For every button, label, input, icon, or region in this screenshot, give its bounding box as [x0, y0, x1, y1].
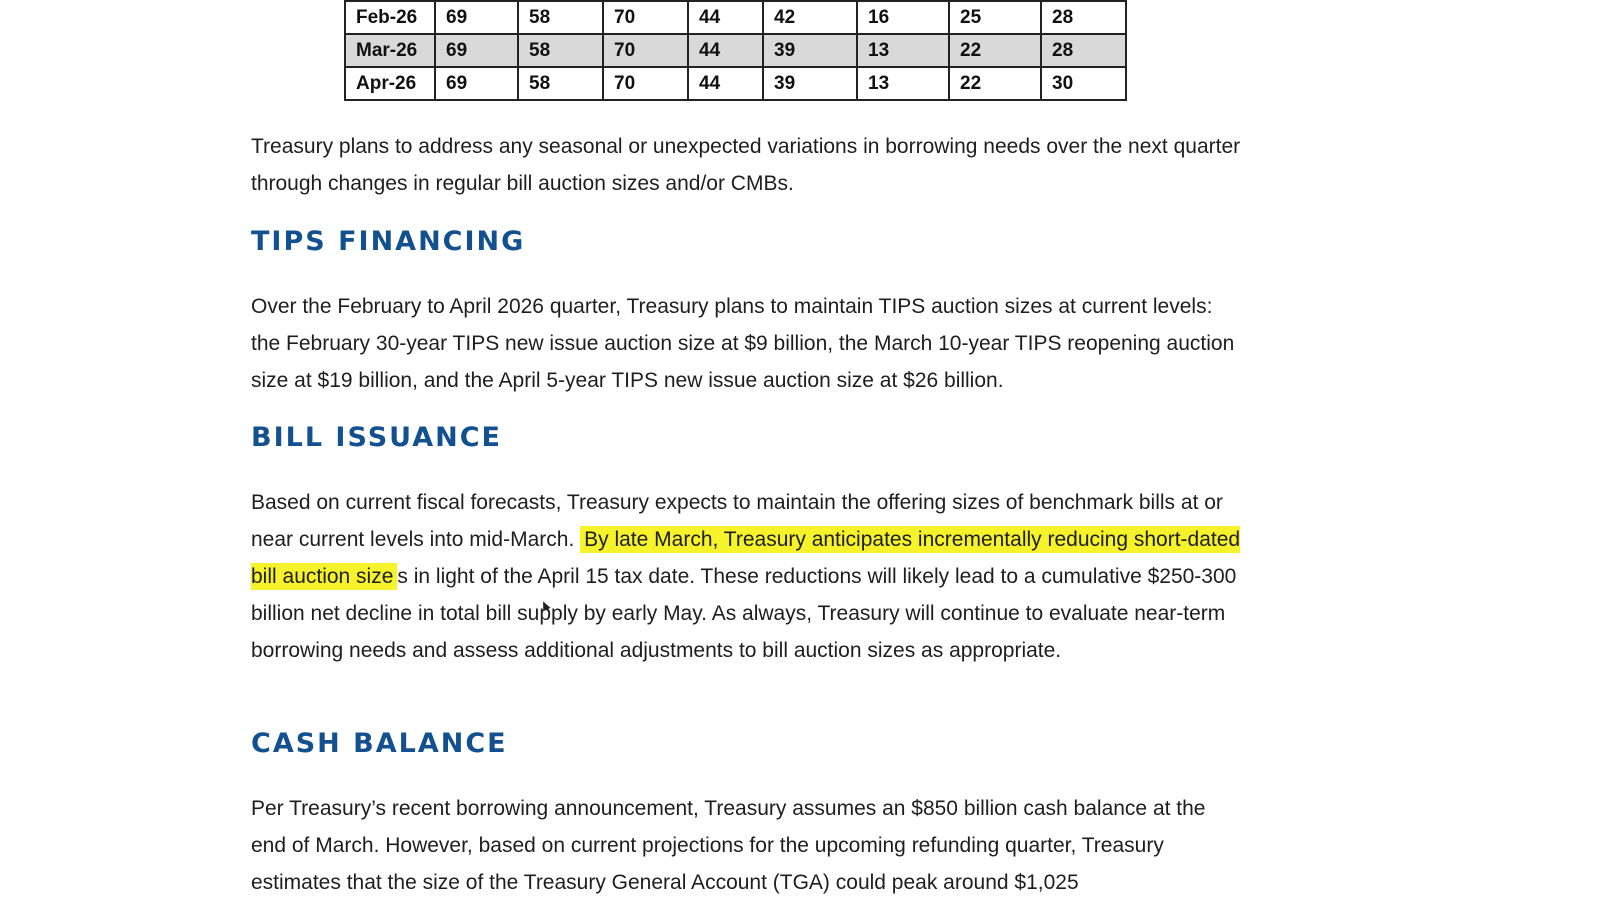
table-cell: 30 — [1041, 67, 1126, 100]
table-cell: 42 — [763, 1, 857, 34]
table-cell: 16 — [857, 1, 949, 34]
table-cell: 39 — [763, 34, 857, 67]
tips-paragraph: Over the February to April 2026 quarter, Treasury plans to maintain TIPS auction sizes at current levels: the February 30-year TIPS new issue auction size at $9 billion, the March 10-year TIPS reopening auction size at $19 billion, and the April 5-year TIPS new issue auction size at $26 billion. — [251, 295, 1235, 392]
table-row — [345, 1, 1126, 34]
table-cell: 25 — [949, 1, 1041, 34]
table-cell: 69 — [435, 34, 518, 67]
table-cell: 58 — [518, 1, 603, 34]
table-cell: 28 — [1041, 34, 1126, 67]
bill-text-before: Based on current fiscal forecasts, Treasury expects to maintain the offering sizes of benchmark bills at or near current levels into mid-March. — [251, 491, 1223, 551]
table-row — [345, 67, 1126, 100]
intro-paragraph: Treasury plans to address any seasonal or unexpected variations in borrowing needs over the next quarter through changes in regular bill auction sizes and/or CMBs. — [251, 135, 1241, 195]
auction-size-table — [344, 0, 1127, 101]
table-row-month: Mar-26 — [345, 34, 435, 67]
table-row — [345, 34, 1126, 67]
table-row-month: Feb-26 — [345, 1, 435, 34]
table-cell: 70 — [603, 34, 688, 67]
table-cell: 69 — [435, 1, 518, 34]
table-cell: 70 — [603, 67, 688, 100]
table-body — [345, 1, 1126, 100]
bill-heading: BILL ISSUANCE — [251, 422, 503, 453]
bill-text-highlight: By late March, Treasury anticipates incrementally reducing short-dated bill auction size — [251, 528, 1241, 588]
table-cell: 44 — [688, 34, 763, 67]
table-cell: 58 — [518, 34, 603, 67]
table-cell: 28 — [1041, 1, 1126, 34]
table-cell: 22 — [949, 34, 1041, 67]
table-cell: 44 — [688, 67, 763, 100]
bill-paragraph — [251, 484, 1241, 669]
table-cell: 22 — [949, 67, 1041, 100]
table-cell: 44 — [688, 1, 763, 34]
table-cell: 70 — [603, 1, 688, 34]
bill-text-after: s in light of the April 15 tax date. These reductions will likely lead to a cumulative $250-300 billion net decline in total bill supply by early May. As always, Treasury will continue to evaluate near-term borrowing needs and assess additional adjustments to bill auction sizes as appropriate. — [251, 565, 1237, 662]
table-cell: 69 — [435, 67, 518, 100]
cash-paragraph: Per Treasury’s recent borrowing announcement, Treasury assumes an $850 billion cash balance at the end of March. However, based on current projections for the upcoming refunding quarter, Treasury estimates that the size of the Treasury General Account (TGA) could peak around $1,025 — [251, 797, 1206, 894]
cash-heading: CASH BALANCE — [251, 728, 508, 759]
table-cell: 13 — [857, 67, 949, 100]
table-cell: 13 — [857, 34, 949, 67]
tips-heading: TIPS FINANCING — [251, 226, 526, 257]
table-cell: 58 — [518, 67, 603, 100]
table-row-month: Apr-26 — [345, 67, 435, 100]
table-cell: 39 — [763, 67, 857, 100]
